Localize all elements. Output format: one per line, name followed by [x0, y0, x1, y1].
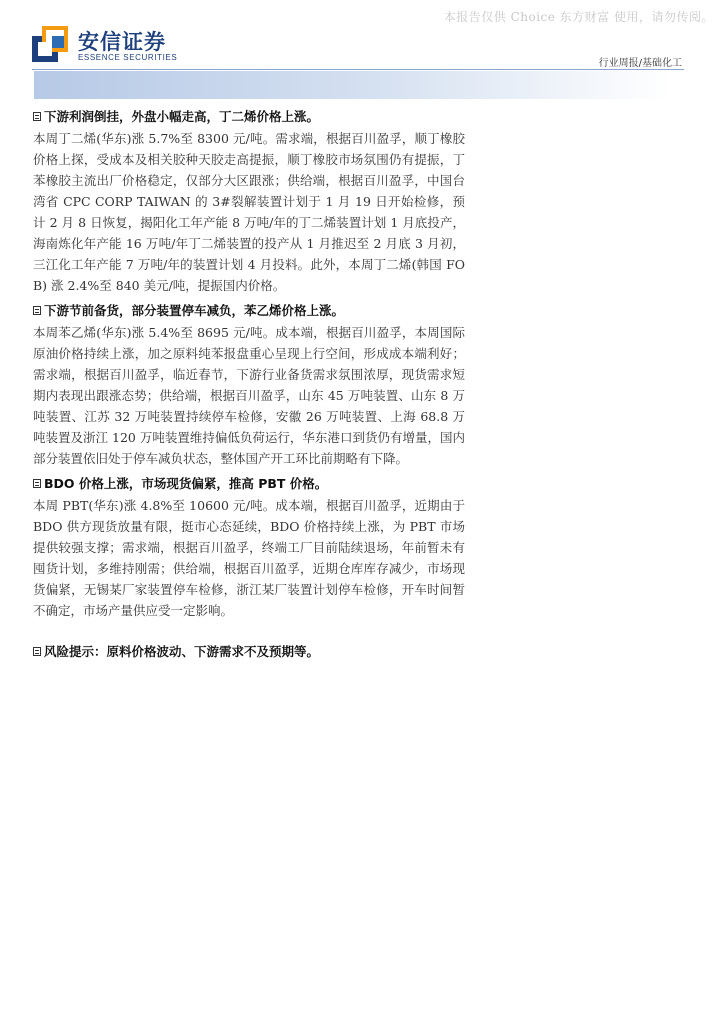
report-content — [33, 106, 465, 661]
logo-text-en: ESSENCE SECURITIES — [78, 53, 178, 62]
company-logo — [32, 26, 182, 66]
section-butadiene — [33, 106, 465, 296]
section-bullet-icon — [33, 306, 41, 315]
section-pbt — [33, 473, 465, 621]
report-category: 行业周报/基础化工 — [598, 58, 682, 69]
section-paragraph: 本周 PBT(华东)涨 4.8%至 10600 元/吨。成本端，根据百川盈孚，近期由于 BDO 供方现货放量有限，挺市心态延续，BDO 价格持续上涨，为 PBT 市场提供较强支撑；需求端，根据百川盈孚，终端工厂目前陆续退场，年前暂未有囤货计划，多维持刚需；供给端，根据百川盈孚，近期仓库库存减少，市场现货偏紧，无锡某厂家装置停车检修，浙江某厂装置计划停车检修，开车时间暂不确定，市场产量供应受一定影响。 — [33, 498, 465, 618]
header-band — [34, 71, 670, 99]
header-divider — [32, 69, 684, 70]
section-bullet-icon — [33, 647, 41, 656]
section-heading — [33, 300, 465, 320]
section-heading — [33, 473, 465, 493]
section-bullet-icon — [33, 479, 41, 488]
logo-text-cn: 安信证券 — [78, 30, 166, 54]
risk-heading-text: 风险提示：原料价格波动、下游需求不及预期等。 — [44, 644, 320, 659]
watermark: 本报告仅供 Choice 东方财富 使用，请勿传阅。 — [443, 10, 714, 24]
section-bullet-icon — [33, 112, 41, 121]
section-heading-text: BDO 价格上涨，市场现货偏紧，推高 PBT 价格。 — [44, 476, 328, 491]
section-heading-text: 下游利润倒挂，外盘小幅走高，丁二烯价格上涨。 — [44, 109, 320, 124]
section-heading-text: 下游节前备货，部分装置停车减负，苯乙烯价格上涨。 — [44, 303, 345, 318]
section-heading — [33, 106, 465, 126]
risk-warning — [33, 641, 465, 661]
section-paragraph: 本周丁二烯(华东)涨 5.7%至 8300 元/吨。需求端，根据百川盈孚，顺丁橡胶价格上探，受成本及相关胶种天胶走高提振，顺丁橡胶市场氛围仍有提振，丁苯橡胶主流出厂价格稳定，仅部分大区跟涨；供给端，根据百川盈孚，中国台湾省 CPC CORP TAIWAN 的 3#裂解装置计划于 1 月 19 日开始检修，预计 2 月 8 日恢复，揭阳化工年产能 8 万吨/年的丁二烯装置计划 1 月底投产，海南炼化年产能 16 万吨/年丁二烯装置的投产从 1 月推迟至 2 月底 3 月初，三江化工年产能 7 万吨/年的装置计划 4 月投料。此外，本周丁二烯(韩国 FOB) 涨 2.4%至 840 美元/吨，提振国内价格。 — [33, 131, 465, 293]
logo-mark-icon — [32, 26, 68, 62]
risk-heading — [33, 641, 465, 661]
section-styrene — [33, 300, 465, 469]
section-paragraph: 本周苯乙烯(华东)涨 5.4%至 8695 元/吨。成本端，根据百川盈孚，本周国际原油价格持续上涨，加之原料纯苯报盘重心呈现上行空间，形成成本端利好；需求端，根据百川盈孚，临近春节，下游行业备货需求氛围浓厚，现货需求短期内表现出跟涨态势；供给端，根据百川盈孚，山东 45 万吨装置、山东 8 万吨装置、江苏 32 万吨装置持续停车检修，安徽 26 万吨装置、上海 68.8 万吨装置及浙江 120 万吨装置维持偏低负荷运行，华东港口到货仍有增量，国内部分装置依旧处于停车减负状态，整体国产开工环比前期略有下降。 — [33, 325, 465, 466]
